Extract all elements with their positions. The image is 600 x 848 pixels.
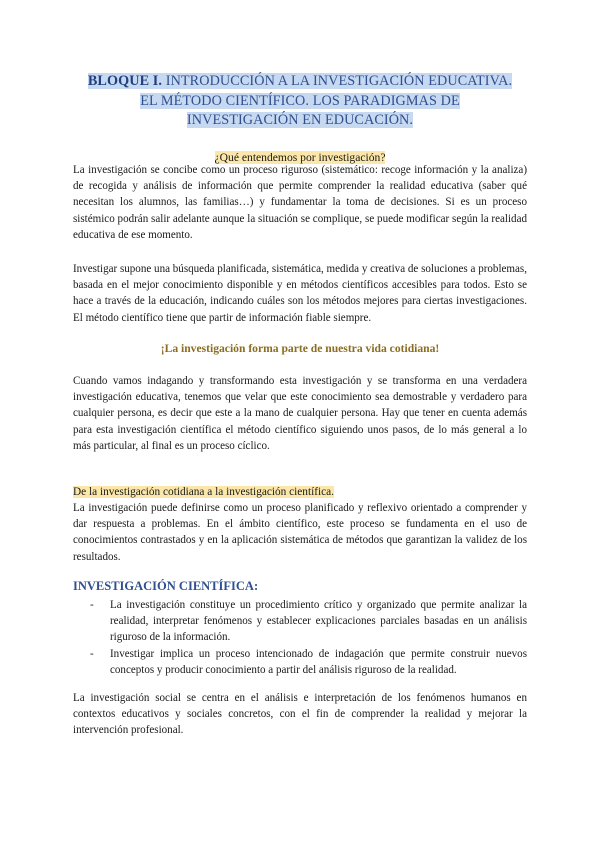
heading-investigacion-cientifica: INVESTIGACIÓN CIENTÍFICA: — [73, 579, 259, 593]
title-line-1: INTRODUCCIÓN A LA INVESTIGACIÓN EDUCATIVA. — [162, 73, 513, 89]
title-line-2: EL MÉTODO CIENTÍFICO. LOS PARADIGMAS DE — [140, 92, 460, 109]
paragraph-4: La investigación puede definirse como un proceso planificado y reflexivo orientado a comprender y dar respuesta a problemas. En el ámbito científico, este proceso se fundamenta en el uso de conocimientos contrastados y en la aplicación sistemática de métodos que garantizan la validez de los resultados. — [73, 502, 527, 563]
bullet-list — [73, 597, 527, 678]
list-item: - La investigación constituye un procedimiento crítico y organizado que permite analizar la realidad, interpretar fenómenos y establecer explicaciones parciales basadas en un análisis riguroso de la información. — [90, 599, 527, 644]
subheading-cotidiana: De la investigación cotidiana a la investigación científica. — [73, 486, 334, 498]
paragraph-3: Cuando vamos indagando y transformando esta investigación y se transforma en una verdadera investigación educativa, tenemos que velar que este conocimiento sea demostrable y verdadero para cualquier persona, es decir que este a la mano de cualquier persona. Hay que tener en cuenta además para esta investigación científica el método científico siguiendo unos pasos, de lo más general a lo más particular, al final es un proceso cíclico. — [73, 375, 527, 452]
paragraph-1: La investigación se concibe como un proceso riguroso (sistemático: recoge información y la analiza) de recogida y análisis de información que permite comprender la realidad educativa (saber qué necesitan los alumnos, las familias…) y fundamentar la toma de decisiones. Si es un proceso sistémico podrán salir adelante aunque la situación se complique, se puede modificar según la realidad educativa de ese momento. — [73, 164, 527, 241]
paragraph-2: Investigar supone una búsqueda planificada, sistemática, medida y creativa de soluciones a problemas, basada en el mejor conocimiento disponible y en métodos científicos accesibles para todos. Esto se hace a través de la educación, indicando cuáles son los métodos mejores para ciertas investigaciones. El método científico tiene que partir de información fiable siempre. — [73, 263, 527, 324]
title-line-3: INVESTIGACIÓN EN EDUCACIÓN. — [186, 112, 414, 129]
paragraph-5: La investigación social se centra en el análisis e interpretación de los fenómenos humanos en contextos educativos y sociales concretos, con el fin de comprender la realidad y mejorar la intervención profesional. — [73, 692, 527, 737]
section-question: ¿Qué entendemos por investigación? — [214, 151, 386, 164]
title-block-label: BLOQUE I. — [87, 73, 163, 89]
list-item: - Investigar implica un proceso intencionado de indagación que permite construir nuevos conceptos y producir conocimiento a partir del análisis riguroso de la realidad. — [90, 647, 527, 676]
highlight-quote: ¡La investigación forma parte de nuestra vida cotidiana! — [160, 342, 440, 355]
document-title — [0, 72, 600, 131]
